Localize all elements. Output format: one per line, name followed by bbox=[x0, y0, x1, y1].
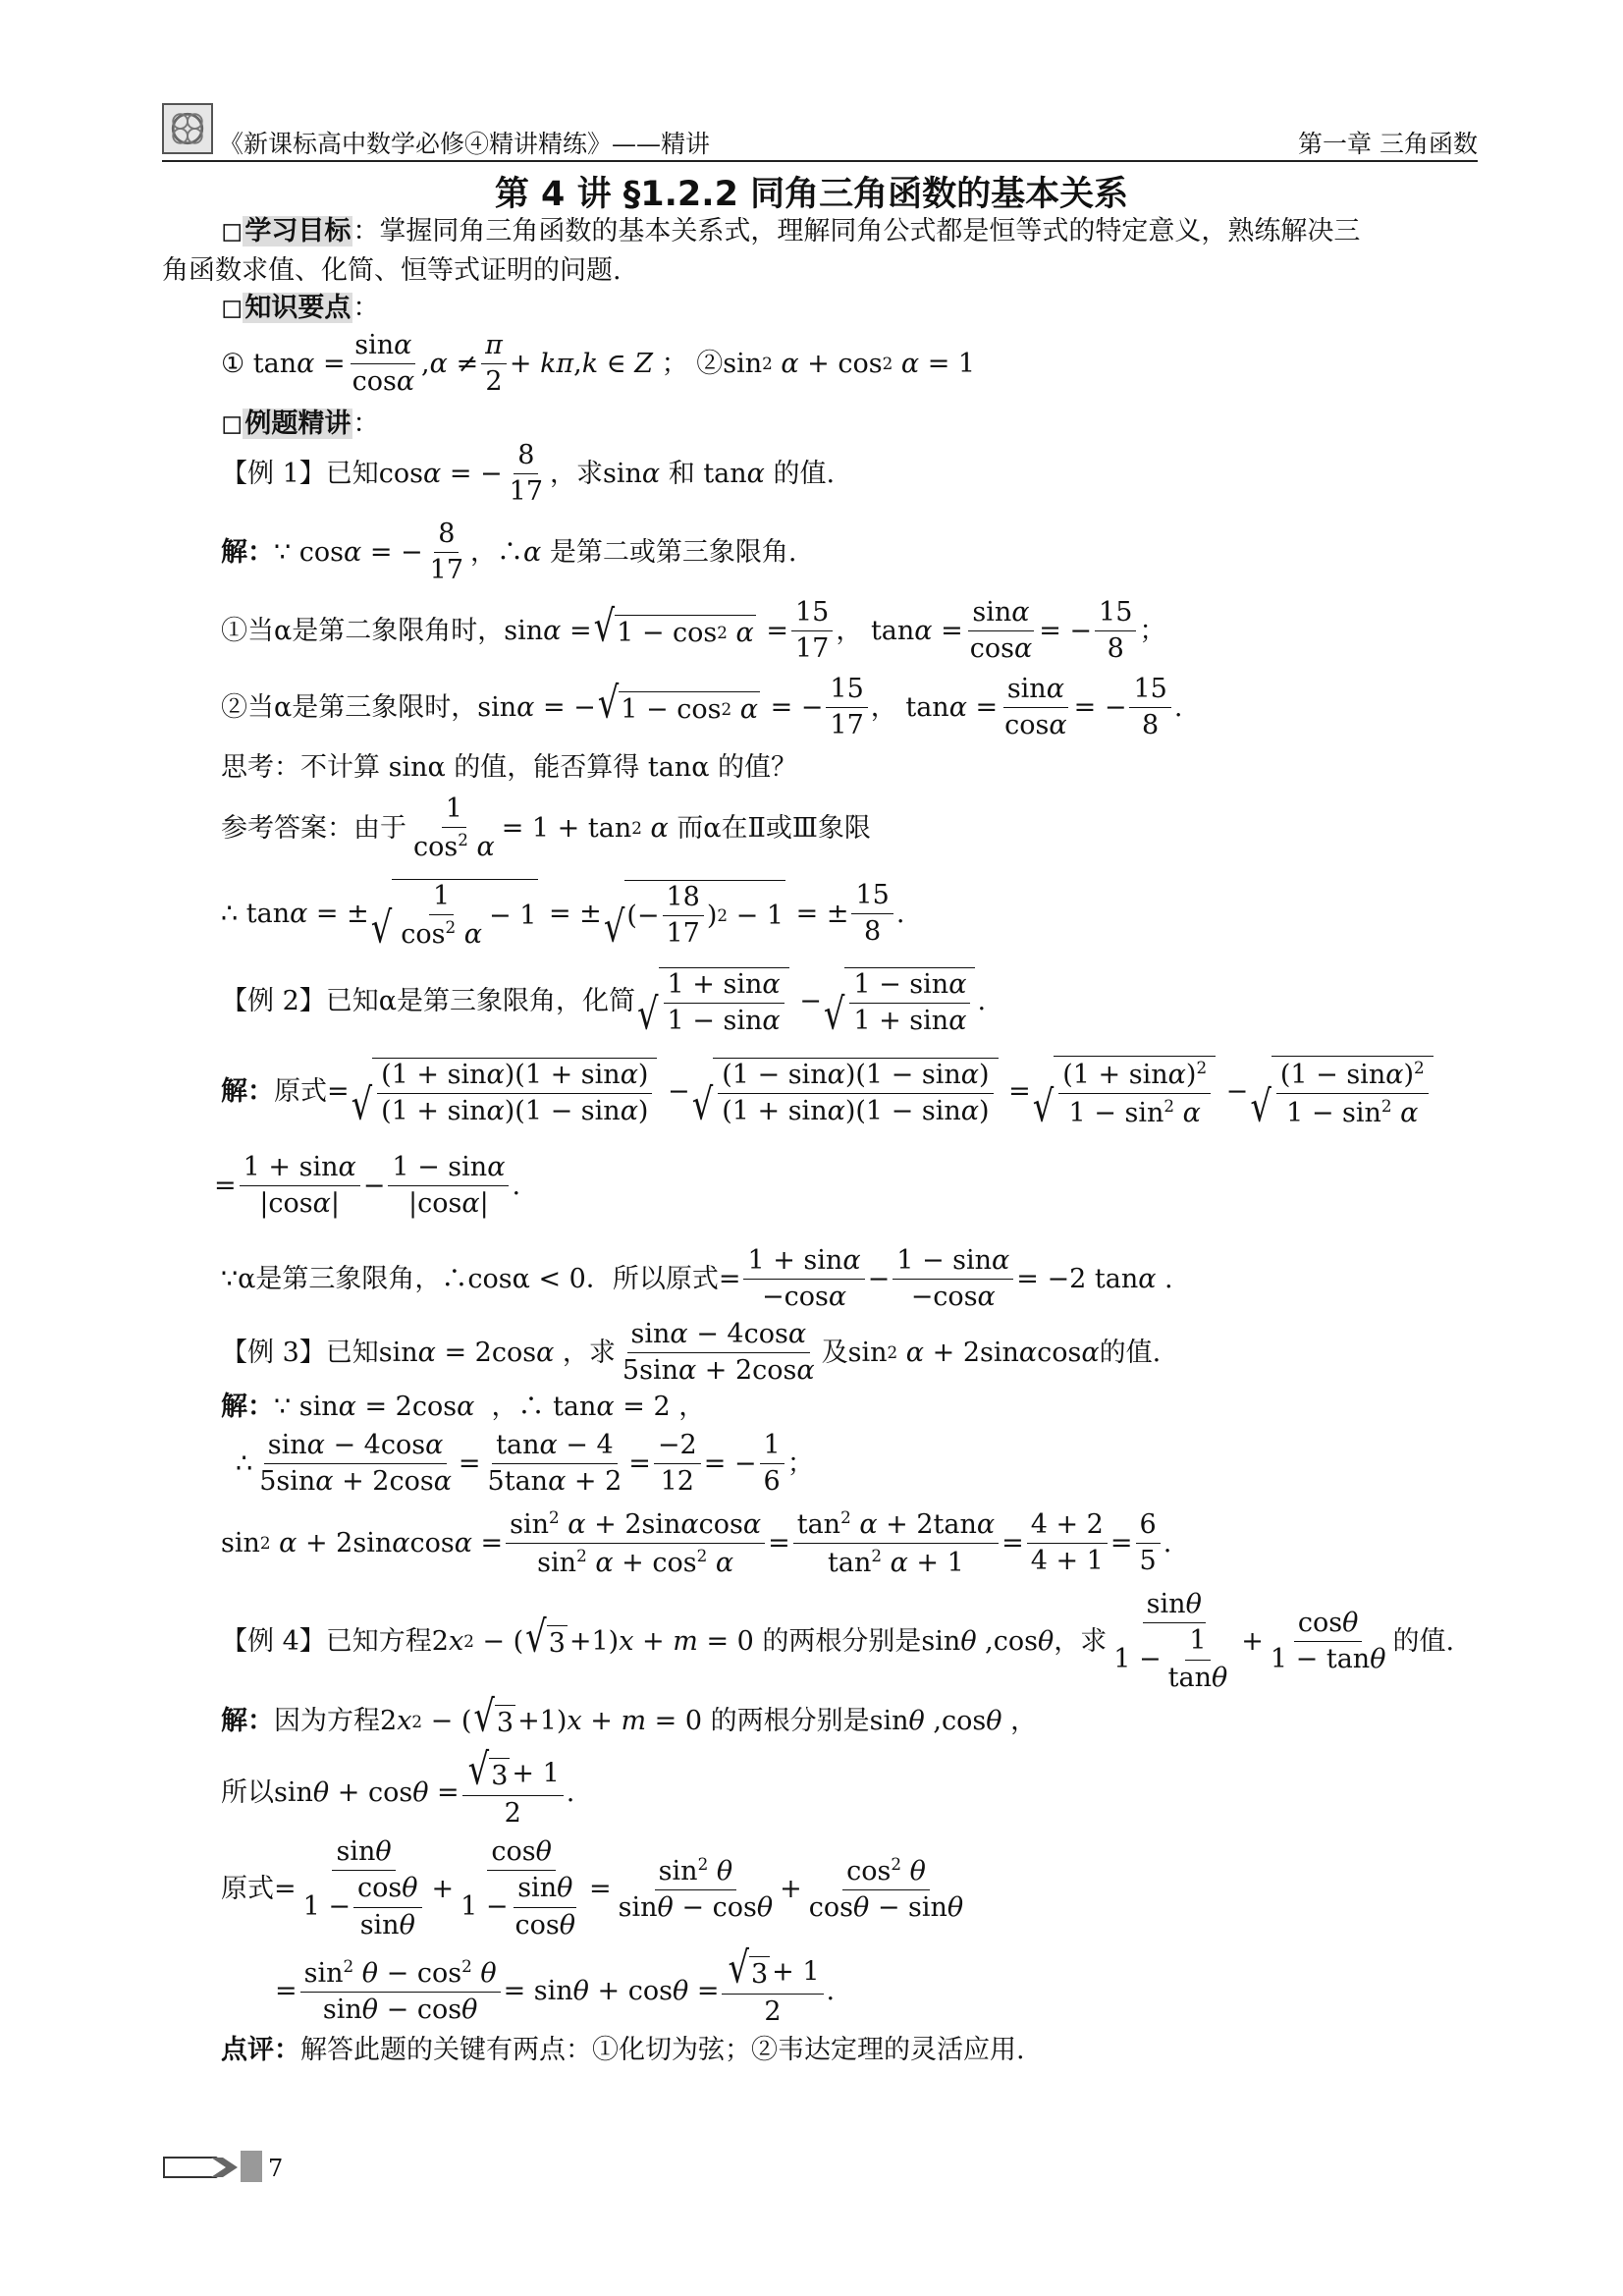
example-3-solution-1: 解： ∵ sin α = 2cos α ，∴ tan α = 2 ， bbox=[221, 1392, 706, 1422]
example-3-solution-3: sin 2 α + 2sin α cos α = $\frac{\sin^2 \alpha + 2\sin\alpha\cos\alpha}{\sin^2 \alpha + \cos^2 \alpha}$ = $\frac{\tan^2 \alpha + 2\tan\alpha}{\tan^2 \alpha + 1}$ = $\frac{4 + 2}{4 + 1}$ = $\frac{6}{5}$ . bbox=[221, 1507, 1172, 1579]
example-3-tail: 的值. bbox=[1099, 1338, 1162, 1369]
example-1-and: 和 bbox=[668, 459, 695, 490]
example-4-tail: 的值. bbox=[1392, 1626, 1455, 1658]
knowledge-heading: ◻知识要点： bbox=[221, 293, 380, 323]
solution-label: 解： bbox=[221, 537, 274, 569]
example-1-label: 【例 1】已知 bbox=[221, 459, 379, 490]
solution-label: 解： bbox=[221, 1706, 274, 1737]
original-expression-label: 原式= bbox=[221, 1874, 297, 1905]
example-4-solution-1: 解： 因为方程 2 x 2 − ( √ 3 +1) x + m = 0 的两根分别是 sin θ ,cos θ ， bbox=[221, 1690, 1038, 1741]
example-1-case-1: ①当α是第二象限角时， sin α = √ 1 − cos 2 α = $\frac{15}{17}$ ， tan α = $\frac{\sin\alpha}{\cos\alpha}$ = − $\frac{15}{8}$ ； bbox=[221, 597, 1166, 665]
page-marker-box bbox=[241, 2151, 262, 2182]
examples-tag: 例题精讲 bbox=[244, 409, 352, 439]
comment bbox=[221, 2037, 1025, 2063]
original-expression-label: 原式= bbox=[274, 1076, 350, 1108]
comment-text: 解答此题的关键有两点：①化切为弦；②韦达定理的灵活应用. bbox=[300, 2035, 1025, 2065]
knowledge-colon: ： bbox=[352, 293, 380, 323]
page-title: 第 4 讲 §1.2.2 同角三角函数的基本关系 bbox=[494, 175, 1129, 214]
objectives-tag: 学习目标 bbox=[244, 216, 352, 246]
page-footer bbox=[162, 2151, 309, 2186]
example-1-solution-text: 是第二或第三象限角. bbox=[549, 537, 797, 569]
example-3-label: 【例 3】已知 bbox=[221, 1338, 379, 1369]
solution-label: 解： bbox=[221, 1392, 274, 1422]
example-1-tail: 的值. bbox=[773, 459, 836, 490]
example-4-solution-3: 原式= sinθ 1 − $\frac{\cos\theta}{\sin\theta}$ + cosθ 1 − $\frac{\sin\theta}{\cos\theta}$ = $\frac{\sin^2 \theta}{\sin\theta - \cos\theta}$ + $\frac{\cos^2 \theta}{\cos\theta - \sin\theta}$ bbox=[221, 1836, 964, 1941]
page-arrow-icon bbox=[162, 2155, 241, 2180]
example-1-case-1-label: ①当α是第二象限角时， bbox=[221, 616, 505, 647]
example-2-solution: 解： 原式= √ $\frac{(1 + \sin\alpha)(1 + \sin\alpha)}{(1 + \sin\alpha)(1 - \sin\alpha)}$ − √ $\frac{(1 - \sin\alpha)(1 - \sin\alpha)}{(1 + \sin\alpha)(1 - \sin\alpha)}$ = √ $\frac{(1 + \sin\alpha)^2}{1 - \sin^2 \alpha}$ − √ $\frac{(1 - \sin\alpha)^2}{1 - \sin^2 \alpha}$ bbox=[221, 1056, 1435, 1128]
example-4-sol-1b: 的两根分别是 bbox=[710, 1706, 870, 1737]
example-4-mid: 的两根分别是 bbox=[762, 1626, 922, 1658]
header-rule bbox=[162, 160, 1478, 162]
header-chapter: 第一章 三角函数 bbox=[1298, 130, 1478, 158]
example-1-reference: 参考答案：由于 $\frac{1}{\cos^2 \alpha}$ = 1 + tan 2 α 而α在Ⅱ或Ⅲ象限 bbox=[221, 793, 871, 863]
solution-label: 解： bbox=[221, 1076, 274, 1108]
objectives-line-2: 角函数求值、化简、恒等式证明的问题. bbox=[162, 255, 622, 286]
example-4-solution-2: 所以 sin θ + cos θ = √ 3 + 1 2 . bbox=[221, 1743, 575, 1829]
examples-heading: ◻例题精讲： bbox=[221, 409, 380, 439]
reference-label: 参考答案：由于 bbox=[221, 813, 406, 845]
example-3-ask: ，求 bbox=[562, 1338, 616, 1369]
reference-tail: 而α在Ⅱ或Ⅲ象限 bbox=[676, 813, 871, 845]
example-3-solution-2: ∴ $\frac{\sin\alpha - 4\cos\alpha}{5\sin\alpha + 2\cos\alpha}$ = $\frac{\tan\alpha - 4}{5\tan\alpha + 2}$ = $\frac{-2}{12}$ = − $\frac{1}{6}$ ； bbox=[236, 1430, 814, 1498]
example-1-think: 思考：不计算 sinα 的值，能否算得 tanα 的值？ bbox=[221, 752, 798, 783]
example-2-label: 【例 2】已知α是第三象限角，化简 bbox=[221, 986, 635, 1017]
example-2-question: 【例 2】已知α是第三象限角，化简 √ $\frac{1 + \sin\alpha}{1 - \sin\alpha}$ − √ $\frac{1 - \sin\alpha}{1 + \sin\alpha}$ . bbox=[221, 969, 987, 1039]
example-2-step: = $\frac{1 + \sin\alpha}{|\cos\alpha|}$ − $\frac{1 - \sin\alpha}{|\cos\alpha|}$ . bbox=[214, 1152, 521, 1220]
example-4-sol-2: 所以 bbox=[221, 1777, 274, 1809]
book-logo-icon bbox=[162, 103, 213, 154]
example-1-ask: ，求 bbox=[550, 459, 604, 490]
example-4-solution-4: = $\frac{\sin^2 \theta - \cos^2 \theta}{\sin\theta - \cos\theta}$ = sin θ + cos θ = √ 3 + 1 2 . bbox=[275, 1941, 836, 2027]
example-4-sol-1: 因为方程 bbox=[274, 1706, 380, 1737]
objectives-line-1: ◻学习目标：掌握同角三角函数的基本关系式，理解同角公式都是恒等式的特定意义，熟练解决三 bbox=[221, 216, 1361, 246]
example-1-question: 【例 1】已知 cos α = − $\frac{8}{17}$ ，求 sin α 和 tan α 的值. bbox=[221, 440, 836, 508]
example-2-because: ∵α是第三象限角，∴cosα < 0．所以原式= bbox=[221, 1264, 741, 1295]
example-4-question: 【例 4】已知方程 2 x 2 − ( √ 3 +1) x + m = 0 的两根分别是 sin θ ,cos θ ，求 sinθ 1 − $\frac{1}{\tan\theta}$ + $\frac{\cos\theta}{1 - \tan\theta}$ 的值. bbox=[221, 1589, 1455, 1693]
comment-tag: 点评： bbox=[221, 2035, 300, 2065]
example-4-label: 【例 4】已知方程 bbox=[221, 1626, 432, 1658]
example-1-reference-result: ∴ tan α = ± √ $\frac{1}{\cos^2 \alpha}$ − 1 = ± √ (− $\frac{18}{17}$ ) 2 − 1 = ± $\frac{15}{8}$ . bbox=[221, 880, 905, 953]
example-2-conclusion: ∵α是第三象限角，∴cosα < 0．所以原式= $\frac{1 + \sin\alpha}{-\cos\alpha}$ − $\frac{1 - \sin\alpha}{-\cos\alpha}$ = −2 tan α . bbox=[221, 1245, 1173, 1313]
knowledge-tag: 知识要点 bbox=[244, 293, 352, 323]
example-3-question: 【例 3】已知 sin α = 2cos α ，求 $\frac{\sin\alpha - 4\cos\alpha}{5\sin\alpha + 2\cos\alpha}$ 及 sin 2 α + 2sin α cos α 的值. bbox=[221, 1319, 1162, 1387]
example-3-and: 及 bbox=[821, 1338, 848, 1369]
example-1-solution: 解： ∵ cos α = − $\frac{8}{17}$ ，∴ α 是第二或第三象限角. bbox=[221, 519, 797, 586]
page-header bbox=[162, 103, 1478, 160]
example-1-case-2-label: ②当α是第三象限时， bbox=[221, 692, 478, 724]
example-4-ask: ，求 bbox=[1054, 1626, 1108, 1658]
examples-colon: ： bbox=[352, 409, 380, 439]
header-book-title: 《新课标高中数学必修④精讲精练》——精讲 bbox=[219, 130, 711, 158]
objectives-text-1: ：掌握同角三角函数的基本关系式，理解同角公式都是恒等式的特定意义，熟练解决三 bbox=[352, 216, 1361, 246]
page-number: 7 bbox=[268, 2155, 284, 2182]
example-1-case-2: ②当α是第三象限时， sin α = − √ 1 − cos 2 α = − $\frac{15}{17}$ ， tan α = $\frac{\sin\alpha}{\cos\alpha}$ = − $\frac{15}{8}$ . bbox=[221, 674, 1183, 741]
knowledge-formulas: ① tan α = $\frac{\sin\alpha}{\cos\alpha}$ , α ≠ $\frac{\pi}{2}$ + kπ , k ∈ Z ； ②sin 2 α + cos 2 α = 1 bbox=[221, 330, 976, 398]
